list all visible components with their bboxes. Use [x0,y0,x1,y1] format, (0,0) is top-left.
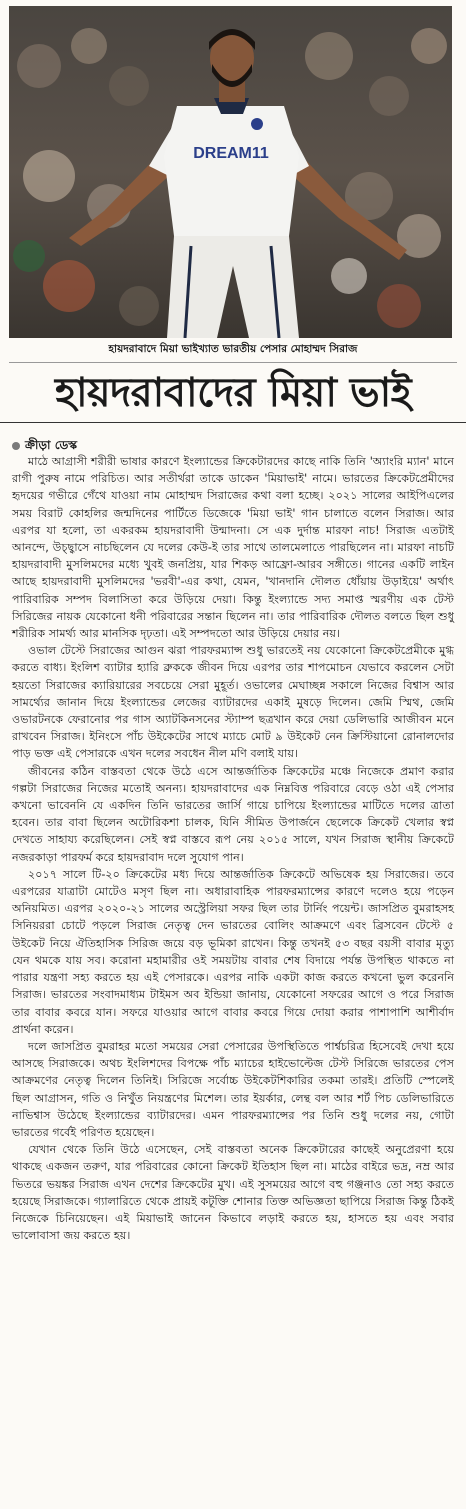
article-paragraph: ২০১৭ সালে টি-২০ ক্রিকেটের মধ্য দিয়ে আন্তর্জাতিক ক্রিকেটে অভিষেক হয় সিরাজের। তবে এরপরের যাত্রাটা মোটেও মসৃণ ছিল না। অধারাবাহিক পারফরম্যান্সের কারণে দলেও হয়ে পড়েন অনিয়মিত। এরপর ২০২০-২১ সালের অস্ট্রেলিয়া সফর ছিল তার টার্নিং পয়েন্ট। জাসপ্রিত বুমরাহসহ সিনিয়ররা চোটে পড়লে সিরাজ নেতৃত্ব দেন ভারতের বোলিং আক্রমণে এবং ব্রিসবেন টেস্টে ৫ উইকেট নিয়ে ঐতিহাসিক সিরিজ জয়ে বড় ভূমিকা রাখেন। কিন্তু তখনই ৫৩ বছর বয়সী বাবার মৃত্যু যেন থমকে যায় সব। করোনা মহামারীর ওই সময়টায় বাবার শেষ বিদায়ে পর্যন্ত উপস্থিত থাকতে না পারার যন্ত্রণা সহ্য করতে হয় এই পেসারকে। এরপর নাকি একটা কাজ করতে কখনো ভুল করেননি সিরাজ। ভারতের সংবাদমাধ্যম টাইমস অব ইন্ডিয়া জানায়, যেকোনো সফরের আগে ও পরে সিরাজ তার বাবার কবরে যান। সফরে যাওয়ার আগে বাবার কবরে গিয়ে দোয়া করার পাশাপাশি আশীর্বাদ প্রার্থনা করেন। [12,867,454,1036]
article-paragraph: ওভাল টেস্টে সিরাজের আগুন ঝরা পারফরম্যান্স শুধু ভারতেই নয় যেকোনো ক্রিকেটপ্রেমীকে মুগ্ধ করতে বাধ্য। ইংলিশ ব্যাটার হ্যারি ব্রুককে জীবন দিয়ে এরপর তার শাপমোচন যেভাবে করলেন সেটা হয়তো সিরাজের ক্যারিয়ারের সবচেয়ে সেরা মুহূর্ত। ওভালের মেঘাচ্ছন্ন সকালে নিজের বিশ্বাস আর সামর্থ্যের জানান দিয়ে ইংল্যান্ডের লেজের ব্যাটারদের একাই মুষড়ে দিলেন। জেমি স্মিথ, জেমি ওভারটনকে ফেরানোর পর গাস অ্যাটকিনসনের স্ট্যাম্প ছত্রখান করে দেয়া ডেলিভারি আজীবন মনে রাখবেন সিরাজ। ইনিংসে পাঁচ উইকেটের সাথে ম্যাচে মোট ৯ উইকেট নেন ক্রিস্টিয়ানো রোনালদোর পাড় ভক্ত এই পেসারকে এখন দলের সবধেন নীল মণি বলাই যায়। [12,644,454,761]
article-paragraph: মাঠে আগ্রাসী শরীরী ভাষার কারণে ইংল্যান্ডের ক্রিকেটারদের কাছে নাকি তিনি 'অ্যাংরি ম্যান' মানে রাগী পুরুষ নামে পরিচিত। আর সতীর্থরা তাকে ডাকেন 'মিয়াভাই' নামে। ভারতের ক্রিকেটপ্রেমীদের হৃদয়ের গভীরে গেঁথে যাওয়া নাম মোহাম্মদ সিরাজের কথা বলা হচ্ছে। ২০২১ সালের আইপিএলের সময় বিরাট কোহলির জন্মদিনের পার্টিতে ডিজেকে 'মিয়া ভাই' গান চালাতে বলেন সিরাজ। আর এরপর যা হলো, তা একরকম হায়দরাবাদী উন্মাদনা। সে এক দুর্দান্ত মারফা নাচ! সিরাজ এতটাই আনন্দে, উচ্ছ্বাসে নাচছিলেন যে দলের কেউ-ই তার সাথে তালমেলাতে পারছিলেন না। মারফা নাচটি হায়দরাবাদী মুসলিমদের মধ্যে খুবই জনপ্রিয়, যার শিকড় আফ্রো-আরব সঙ্গীতে। গানের একটি লাইন আছে হায়দরাবাদী মুসলিমদের 'ভরবী'-এর কথা, যেমন, 'খানদানি দৌলত ধোঁয়ায় উড়াইয়ে' অর্থাৎ পারিবারিক সম্পদ বিলাসিতা করে উড়িয়ে দেয়া। কিন্তু ইংল্যান্ডে সদ্য সমাপ্ত স্মরণীয় এক টেস্ট সিরিজের নায়ক যেকোনো ধনী পরিবারের সন্তান ছিলেন না। তার পারিবারিক দৌলত বলতে ছিল শুধু শরীরিক সামর্থ্য আর মানসিক দৃঢ়তা। এই সম্পদতো আর উড়িয়ে দেয়ার নয়। [12,455,454,641]
desk-label: ক্রীড়া ডেস্ক [25,438,78,452]
article-paragraph: যেখান থেকে তিনি উঠে এসেছেন, সেই বাস্তবতা অনেক ক্রিকেটারের কাছেই অনুপ্রেরণা হয়ে থাকছে একজন তরুণ, যার পরিবারের কোনো ক্রিকেট ইতিহাস ছিল না। মাঠের বাইরে ভদ্র, নম্র আর ভিতরে ভয়ঙ্কর সিরাজ এখন দেশের ক্রিকেটের মুখ। এই সুসময়ের আগে বহু গঞ্জনাও তো সহ্য করতে হয়েছে সিরাজকে। গ্যালারিতে থেকে প্রায়ই কটূক্তি শোনার তিক্ত অভিজ্ঞতা ছাপিয়ে সিরাজ কিন্তু ঠিকই নিজেকে চিনিয়েছেন। এই মিয়াভাই জানেন কিভাবে লড়াই করতে হয়, হাসতে হয় এবং সবার ভালোবাসা জয় করতে হয়। [12,1143,454,1243]
headline: হায়দরাবাদের মিয়া ভাই [0,364,466,423]
jersey-sponsor-text: DREAM11 [193,145,269,162]
photo-caption: হায়দরাবাদে মিয়া ভাইখ্যাত ভারতীয় পেসার মোহাম্মদ সিরাজ [108,343,358,355]
bullet-icon [12,442,20,450]
desk-byline [12,437,77,453]
article-paragraph: জীবনের কঠিন বাস্তবতা থেকে উঠে এসে আন্তর্জাতিক ক্রিকেটের মঞ্চে নিজেকে প্রমাণ করার গল্পটা সিরাজের নিজের মতোই অনন্য। হায়দরাবাদের এক নিম্নবিত্ত পরিবারে বেড়ে ওঠা এই পেসার কখনো ভাবেননি যে একদিন তিনি ভারতের জার্সি গায়ে চাপিয়ে ইংল্যান্ডের মাটিতে দলের ত্রাতা হবেন। তার বাবা ছিলেন অটোরিকশা চালক, যিনি সীমিত উপার্জনে ছেলেকে ক্রিকেট খেলার স্বপ্ন দেখতে সাহায্য করেছিলেন। সেই স্বপ্ন বাস্তবে রূপ নেয় ২০১৫ সালে, যখন সিরাজ স্থানীয় ক্রিকেটে নজরকাড়া পারফর্ম করে হায়দরাবাদ দলে সুযোগ পান। [12,764,454,864]
article-body [12,453,454,1244]
article-paragraph: দলে জাসপ্রিত বুমরাহর মতো সময়ের সেরা পেসারের উপস্থিতিতে পার্শ্বচরিত্র হিসেবেই দেখা হয়ে আসছে সিরাজকে। অথচ ইংলিশদের বিপক্ষে পাঁচ ম্যাচের হাইভোল্টেজ টেস্ট সিরিজে ভারতের পেস আক্রমণের নেতৃত্ব দিলেন তিনিই। সিরিজে সর্বোচ্চ উইকেটশিকারির তকমা তারই। প্রতিটি স্পেলেই ছিল আগ্রাসন, গতি ও নিখুঁত নিয়ন্ত্রণের মিশেল। তার ইয়র্কার, লেন্থ বল আর শর্ট পিচ ডেলিভারিতে নাভিশ্বাস উঠেছে ইংল্যান্ডের ব্যাটারদের। এমন পারফরম্যান্সের পর তিনি শুধু দলের নয়, গোটা ভারতের গর্বেই পরিণত হয়েছেন। [12,1039,454,1139]
divider [9,362,457,363]
cricketer-photo [9,6,452,338]
